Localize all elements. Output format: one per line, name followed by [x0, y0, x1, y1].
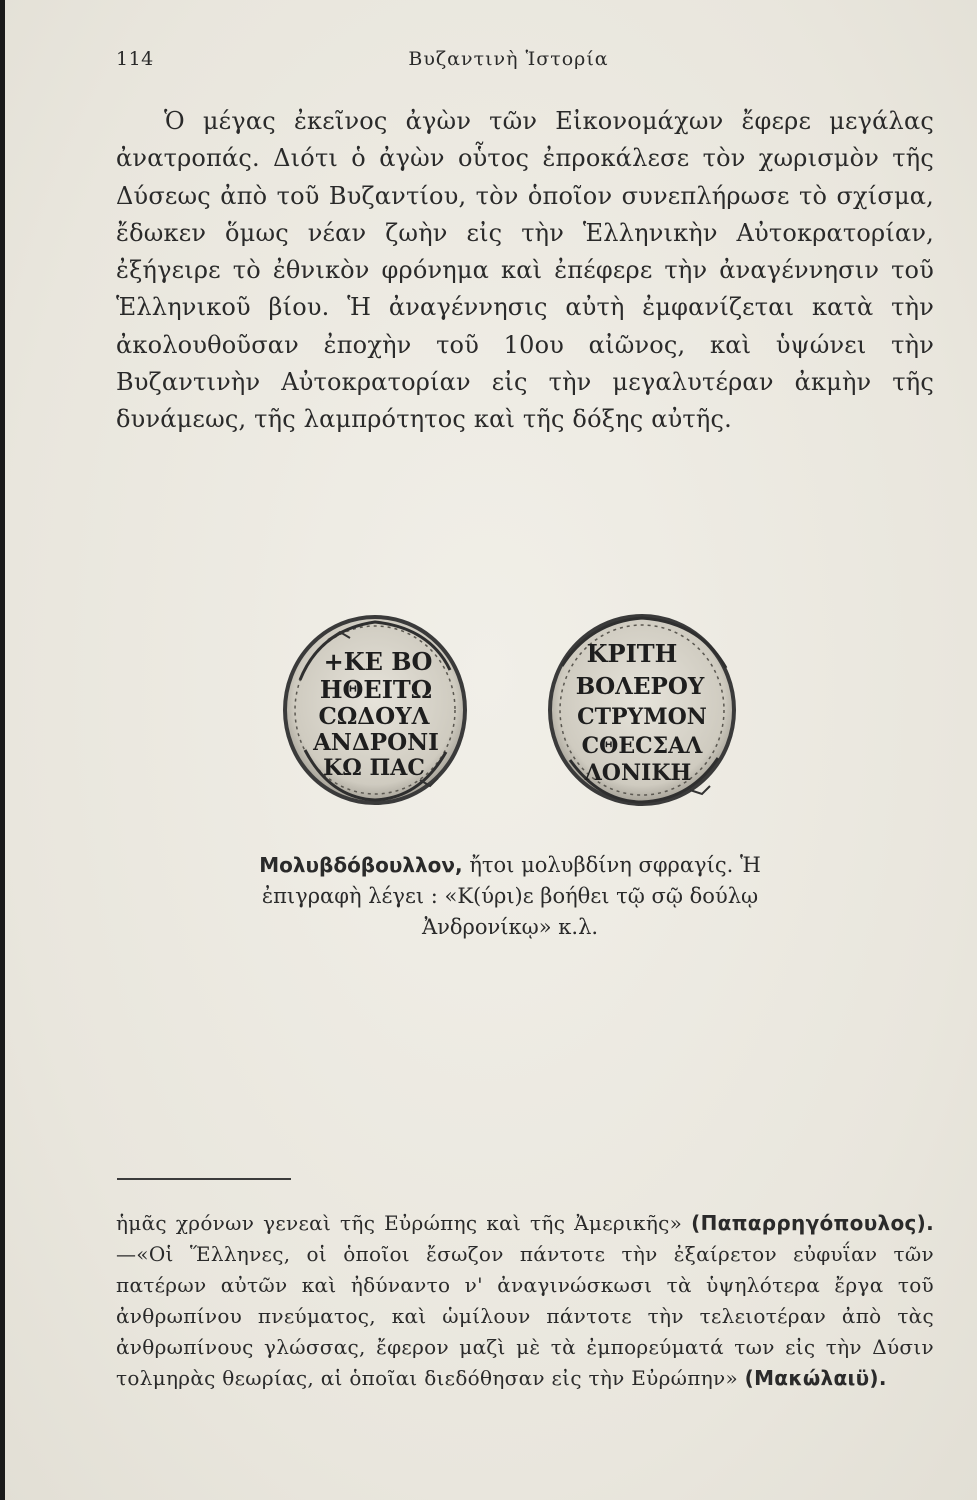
- caption-text: ἤτοι μολυβδίνη σφραγίς. Ἡ ἐπιγραφὴ λέγει : «Κ(ύρι)ε βοήθει τῷ σῷ δούλῳ Ἀνδρονίκῳ» κ.λ.: [261, 853, 761, 939]
- seal-right-line-4: ϹΘΕϹΣΑΛ: [581, 733, 703, 759]
- paragraph-text: Ὁ μέγας ἐκεῖνος ἀγὼν τῶν Εἰκονομάχων ἔφερε μεγάλας ἀνατροπάς. Διότι ὁ ἀγὼν οὗτος ἐπροκάλεσε τὸν χωρισμὸν τῆς Δύσεως ἀπὸ τοῦ Βυζαντίου, τὸν ὁποῖον συνεπλήρωσε τὸ σχίσμα, ἔδωκεν ὅμως νέαν ζωὴν εἰς τὴν Ἑλληνικὴν Αὐτοκρατορίαν, ἐξήγειρε τὸ ἐθνικὸν φρόνημα καὶ ἐπέφερε τὴν ἀναγέννησιν τοῦ Ἑλληνικοῦ βίου. Ἡ ἀναγέννησις αὐτὴ ἐμφανίζεται κατὰ τὴν ἀκολουθοῦσαν ἐποχὴν τοῦ 10ου αἰῶνος, καὶ ὑψώνει τὴν Βυζαντινὴν Αὐτοκρατορίαν εἰς τὴν μεγαλυτέραν ἀκμὴν τῆς δυνάμεως, τῆς λαμπρότητος καὶ τῆς δόξης αὐτῆς.: [116, 107, 934, 434]
- caption-title: Μολυβδόβουλλον,: [259, 853, 463, 877]
- seal-right-line-2: ΒΟΛΕΡΟΥ: [575, 673, 705, 700]
- footnote-text-2: —«Οἱ Ἕλληνες, οἱ ὁποῖοι ἔσωζον πάντοτε τὴν ἐξαίρετον εὐφυΐαν τῶν πατέρων αὐτῶν καὶ ἠδύναντο ν' ἀναγινώσκωσι τὰ ὑψηλότερα ἔργα τοῦ ἀνθρωπίνου πνεύματος, καὶ ὡμίλουν πάντοτε τὴν τελειοτέραν ἀπὸ τὰς ἀνθρωπίνους γλώσσας, ἔφερον μαζὶ μὲ τὰ ἐμπορεύματά των εἰς τὴν Δύσιν τολμηρὰς θεωρίας, αἱ ὁποῖαι διεδόθησαν εἰς τὴν Εὐρώπην»: [116, 1242, 934, 1390]
- seal-right-line-5: ΛΟΝΙΚΗ: [584, 760, 692, 786]
- seal-left-line-5: ΚΩ ΠΑϹ: [323, 755, 425, 781]
- seal-left-line-3: ϹΩΔΟΥΛ: [318, 703, 430, 730]
- seal-right-line-3: ϹΤΡΥΜΟΝ: [577, 704, 707, 730]
- seal-left-line-4: ΑΝΔΡΟΝΙ: [313, 729, 439, 756]
- footnote-text-1: ἡμᾶς χρόνων γενεαὶ τῆς Εὐρώπης καὶ τῆς Ἀμερικῆς»: [116, 1211, 692, 1235]
- main-paragraph: [116, 103, 934, 439]
- seal-right-line-1: ΚΡΙΤΗ: [586, 639, 678, 668]
- seal-illustration: [270, 610, 750, 810]
- page-edge-shadow: [0, 0, 5, 1500]
- seal-reverse: [550, 616, 734, 804]
- running-title: Βυζαντινὴ Ἱστορία: [408, 48, 609, 70]
- footnote-author-2: (Μακώλαιϋ).: [744, 1366, 887, 1390]
- figure-caption: [230, 850, 790, 943]
- seal-left-line-1: +ΚΕ ΒΟ: [323, 647, 433, 676]
- footnote: [116, 1208, 934, 1394]
- footnote-separator: [117, 1178, 291, 1180]
- seal-left-line-2: ΗΘΕΙΤΩ: [319, 675, 433, 704]
- seal-obverse: [285, 617, 465, 803]
- footnote-author-1: (Παπαρρηγόπουλος).: [691, 1211, 934, 1235]
- lead-seal-image: [270, 610, 750, 810]
- page-number: 114: [116, 48, 154, 70]
